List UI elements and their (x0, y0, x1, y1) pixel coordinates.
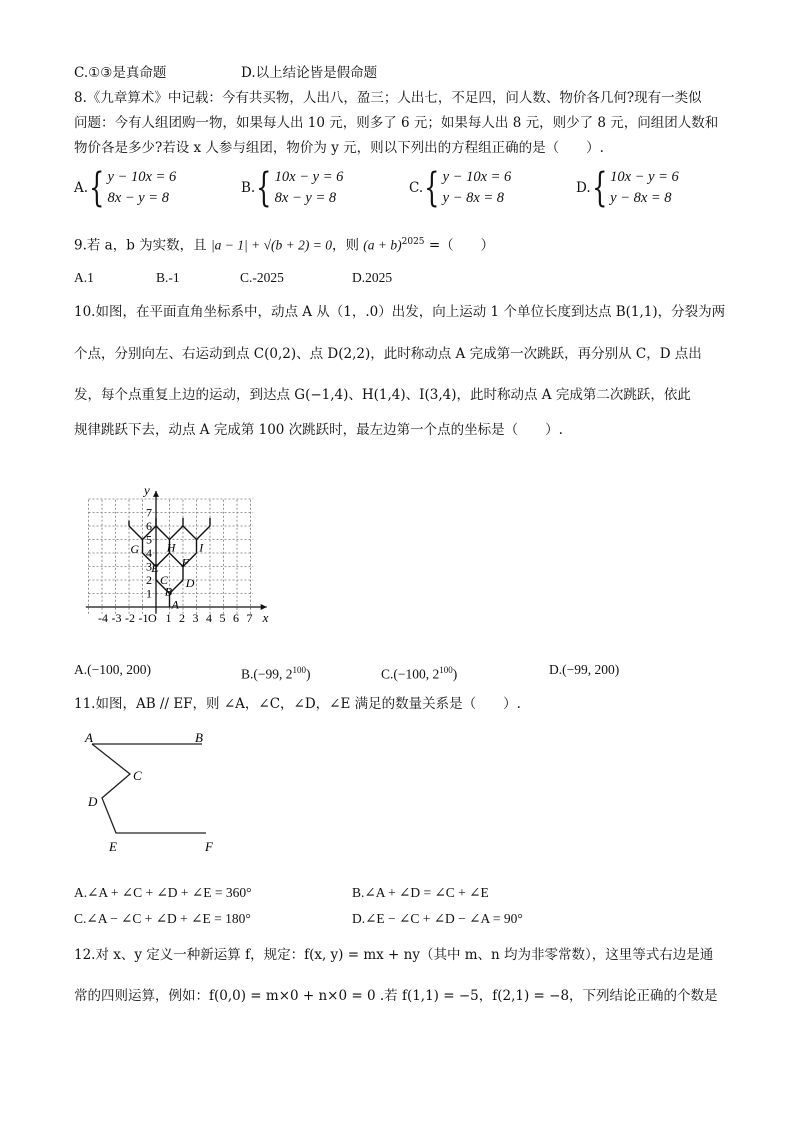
jump-segment (197, 526, 211, 540)
x-tick-label: 4 (206, 611, 212, 625)
q11-parallel-lines-figure (84, 728, 224, 858)
q10-coordinate-figure (84, 445, 294, 630)
option-label: A. (74, 180, 89, 196)
q7-option-c: C.①③是真命题 (74, 65, 167, 81)
q9-expression: |a − 1| + √(b + 2) = 0 (210, 237, 332, 253)
equation-2: 8x − y = 8 (274, 190, 337, 206)
brace-icon: { (89, 165, 105, 211)
equation-1: 10x − y = 6 (274, 169, 344, 185)
option-label: B. (241, 180, 256, 196)
label-b: B (195, 730, 203, 745)
q9-suffix: =（ ） (428, 237, 495, 254)
q9-option-b: B.-1 (156, 270, 180, 285)
x-tick-label: -1 (138, 611, 149, 625)
q8-stem-line2: 问题：今有人组团购一物，如果每人出 10 元，则多了 6 元；如果每人出 8 元，则少了 8 元，问组团人数和 (74, 115, 719, 131)
label-f: F (205, 839, 213, 854)
q9-expression-2: (a + b) (363, 237, 402, 253)
point-label-b: B (164, 584, 173, 599)
point-label-d: D (185, 575, 195, 590)
jump-segment (129, 526, 143, 540)
q9-exponent: 2025 (401, 237, 425, 247)
label-e: E (109, 839, 117, 854)
q7-option-d: D.以上结论皆是假命题 (241, 65, 378, 81)
x-tick-label: 3 (192, 611, 199, 625)
point-label-a: A (171, 597, 179, 612)
q10-option-b (241, 660, 311, 685)
q10-option-c-text: C.(−100, 2 (381, 666, 440, 682)
option-label: D. (576, 180, 591, 196)
q9-stem (74, 232, 494, 256)
option-label: C. (409, 180, 424, 196)
jump-segment (156, 526, 170, 540)
equation-1: y − 10x = 6 (107, 169, 177, 185)
axes (86, 491, 267, 614)
point-label-e: E (151, 560, 159, 575)
equation-1: 10x − y = 6 (610, 169, 679, 185)
point-label-c: C (160, 573, 169, 588)
q11-option-d: D.∠E − ∠C + ∠D − ∠A = 90° (352, 911, 523, 926)
q10-option-c (381, 660, 457, 685)
q9-prefix: 9.若 a，b 为实数，且 (74, 237, 207, 254)
q11-option-c: C.∠A − ∠C + ∠D + ∠E = 180° (74, 911, 251, 926)
q8-option-c (409, 167, 511, 209)
q8-option-a (74, 167, 176, 209)
q9-option-a: A.1 (74, 270, 94, 285)
jump-segment (183, 526, 197, 540)
x-tick-label: 1 (165, 611, 172, 625)
q11-option-b: B.∠A + ∠D = ∠C + ∠E (352, 885, 489, 900)
q12-stem-line1: 12.对 x、y 定义一种新运算 f，规定：f(x, y) = mx + ny（其中 m、n 均为非零常数），这里等式右边是通 (74, 947, 714, 963)
q8-stem-line3: 物价各是多少?若设 x 人参与组团，物价为 y 元，则以下列出的方程组正确的是（ ）. (74, 140, 604, 156)
label-a: A (85, 730, 93, 745)
equation-2: y − 8x = 8 (442, 190, 505, 206)
y-tick-label: 4 (146, 546, 152, 560)
x-tick-label: 7 (246, 611, 253, 625)
q11-option-a: A.∠A + ∠C + ∠D + ∠E = 360° (74, 885, 252, 900)
y-tick-label: 5 (146, 532, 152, 547)
label-d: D (88, 794, 98, 809)
q10-stem-line2: 个点，分别向左、右运动到点 C(0,2)、点 D(2,2)，此时称动点 A 完成第一次跳跃，再分别从 C，D 点出 (74, 346, 702, 362)
q10-stem-line1: 10.如图，在平面直角坐标系中，动点 A 从（1，.0）出发，向上运动 1 个单位长度到达点 B(1,1)，分裂为两 (74, 304, 726, 320)
q10-option-b-close: ) (306, 666, 311, 682)
q10-stem-line4: 规律跳跃下去，动点 A 完成第 100 次跳跃时，最左边第一个点的坐标是（ ）. (74, 422, 563, 438)
x-axis-label: x (262, 610, 269, 625)
y-axis-label: y (144, 482, 150, 498)
q11-stem: 11.如图，AB // EF，则 ∠A，∠C，∠D，∠E 满足的数量关系是（ ）. (74, 696, 521, 712)
point-label-i: I (199, 540, 204, 555)
q9-option-c: C.-2025 (240, 270, 284, 285)
x-tick-label: 2 (179, 611, 185, 625)
q9-option-d: D.2025 (352, 270, 393, 285)
x-tick-label: -2 (125, 611, 135, 625)
equation-2: 8x − y = 8 (107, 190, 169, 206)
q10-stem-line3: 发，每个点重复上边的运动，到达点 G(−1,4)、H(1,4)、I(3,4)，此时称动点 A 完成第二次跳跃，依此 (74, 387, 691, 403)
q10-option-c-exp: 100 (439, 665, 453, 675)
x-tick-label: -3 (111, 611, 122, 625)
q8-option-b (241, 167, 343, 209)
q10-option-c-close: ) (452, 666, 458, 682)
y-tick-label: 3 (146, 559, 152, 574)
q9-mid: ，则 (331, 237, 359, 254)
q10-option-d: D.(−99, 200) (549, 662, 620, 677)
q12-stem-line2: 常的四则运算，例如：f(0,0) = m×0 + n×0 = 0 .若 f(1,1) = −5，f(2,1) = −8，下列结论正确的个数是 (74, 988, 718, 1004)
point-label-f: F (181, 555, 189, 570)
q8-stem-line1: 8.《九章算术》中记载：今有共买物，人出八，盈三；人出七，不足四，问人数、物价各几何?现有一类似 (74, 90, 702, 106)
equation-2: y − 8x = 8 (610, 190, 672, 206)
x-tick-labels (98, 611, 253, 625)
label-c: C (133, 768, 142, 783)
x-tick-label: 5 (219, 611, 226, 625)
y-tick-label: 2 (146, 573, 152, 587)
point-label-h: H (166, 540, 176, 555)
figure-polyline (92, 744, 206, 833)
brace-icon: { (591, 165, 608, 211)
y-tick-labels (146, 506, 152, 601)
brace-icon: { (424, 165, 440, 211)
point-labels (130, 541, 204, 612)
jump-segment (170, 526, 184, 540)
x-tick-label: -4 (98, 611, 108, 625)
q8-option-d (576, 167, 679, 209)
y-tick-label: 1 (146, 586, 152, 601)
y-tick-label: 6 (146, 519, 152, 533)
point-label-g: G (130, 542, 140, 556)
q10-option-b-text: B.(−99, 2 (241, 666, 293, 682)
brace-icon: { (256, 165, 272, 211)
x-tick-label: 6 (233, 611, 239, 625)
x-tick-label: O (148, 611, 157, 625)
equation-1: y − 10x = 6 (442, 169, 512, 185)
y-tick-label: 7 (146, 505, 152, 520)
q10-option-b-exp: 100 (292, 665, 306, 675)
q10-option-a: A.(−100, 200) (74, 662, 151, 677)
y-axis-arrow-icon (153, 491, 159, 497)
